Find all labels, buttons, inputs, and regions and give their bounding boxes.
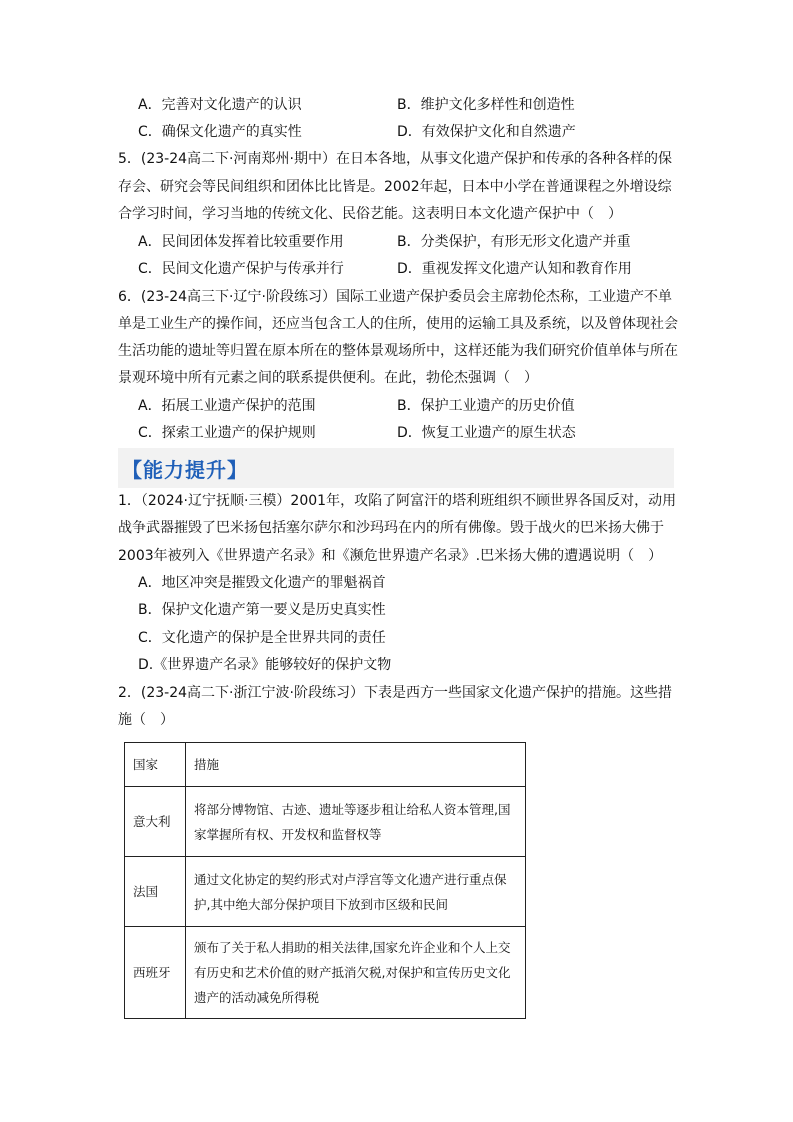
p1-option-c: C．文化遗产的保护是全世界共同的责任 [138,630,386,646]
q5-option-c: C．民间文化遗产保护与传承并行 [138,261,344,277]
section-heading-bar [118,448,674,488]
measure-line: 遗产的活动减免所得税 [194,990,320,1005]
measure-line: 通过文化协定的契约形式对卢浮宫等文化遗产进行重点保 [194,871,507,887]
measure-line: 有历史和艺术价值的财产抵消欠税,对保护和宣传历史文化 [194,965,511,980]
q4-option-b: B．维护文化多样性和创造性 [397,97,575,113]
p2-text-line-1: 2．(23-24高二下·浙江宁波·阶段练习）下表是西方一些国家文化遗产保护的措施。这些措 [118,685,672,701]
q4-option-a: A．完善对文化遗产的认识 [138,97,302,113]
q5-option-b: B．分类保护，有形无形文化遗产并重 [397,234,631,250]
q6-option-a: A．拓展工业遗产保护的范围 [138,398,316,414]
table-header-row [125,743,526,787]
q5-text-line-2: 存会、研究会等民间组织和团体比比皆是。2002年起，日本中小学在普通课程之外增设综 [118,179,672,195]
q6-text-line-4: 景观环境中所有元素之间的联系提供便利。在此，勃伦杰强调（ ） [118,370,538,386]
header-measure: 措施 [186,743,526,787]
q6-text-line-2: 单是工业生产的操作间，还应当包含工人的住所，使用的运输工具及系统，以及曾体现社会 [118,316,678,332]
q5-option-d: D．重视发挥文化遗产认知和教育作用 [397,261,632,277]
p1-option-b: B．保护文化遗产第一要义是历史真实性 [138,602,386,618]
measure-line: 将部分博物馆、古迹、遗址等逐步租让给私人资本管理,国 [194,801,511,817]
country-cell: 西班牙 [125,927,186,1019]
p2-text-line-2: 施（ ） [118,712,174,728]
q5-option-a: A．民间团体发挥着比较重要作用 [138,234,344,250]
measure-cell [186,787,526,857]
p1-option-d: D.《世界遗产名录》能够较好的保护文物 [138,657,392,673]
measure-line: 护,其中绝大部分保护项目下放到市区级和民间 [194,896,448,912]
q5-text-line-3: 合学习时间，学习当地的传统文化、民俗艺能。这表明日本文化遗产保护中（ ） [118,206,622,222]
country-cell: 法国 [125,857,186,927]
table-row [125,927,526,1019]
q4-option-c: C．确保文化遗产的真实性 [138,124,302,140]
measure-line: 家掌握所有权、开发权和监督权等 [194,826,382,842]
p1-text-line-2: 战争武器摧毁了巴米扬包括塞尔萨尔和沙玛玛在内的所有佛像。毁于战火的巴米扬大佛于 [118,520,664,536]
p1-text-line-3: 2003年被列入《世界遗产名录》和《濒危世界遗产名录》.巴米扬大佛的遭遇说明（ ） [118,548,663,564]
section-heading: 【能力提升】 [122,458,248,482]
country-cell: 意大利 [125,787,186,857]
q4-option-d: D．有效保护文化和自然遗产 [397,124,576,140]
table-row [125,857,526,927]
p1-option-a: A．地区冲突是摧毁文化遗产的罪魁祸首 [138,575,386,591]
table-row [125,787,526,857]
q6-text-line-1: 6．(23-24高三下·辽宁·阶段练习）国际工业遗产保护委员会主席勃伦杰称，工业遗产不单 [118,289,672,305]
measures-table [124,742,526,1019]
q6-option-d: D．恢复工业遗产的原生状态 [397,425,576,441]
measure-cell [186,857,526,927]
measure-cell [186,927,526,1019]
q6-option-c: C．探索工业遗产的保护规则 [138,425,316,441]
header-country: 国家 [125,743,186,787]
q6-text-line-3: 生活功能的遗址等归置在原本所在的整体景观场所中，这样还能为我们研究价值单体与所在 [118,343,678,359]
q6-option-b: B．保护工业遗产的历史价值 [397,398,575,414]
p1-text-line-1: 1．（2024·辽宁抚顺·三模）2001年，攻陷了阿富汗的塔利班组织不顾世界各国反对，动用 [118,493,677,509]
measure-line: 颁布了关于私人捐助的相关法律,国家允许企业和个人上交 [194,940,511,955]
q5-text-line-1: 5．(23-24高二下·河南郑州·期中）在日本各地，从事文化遗产保护和传承的各种各样的保 [118,151,672,167]
